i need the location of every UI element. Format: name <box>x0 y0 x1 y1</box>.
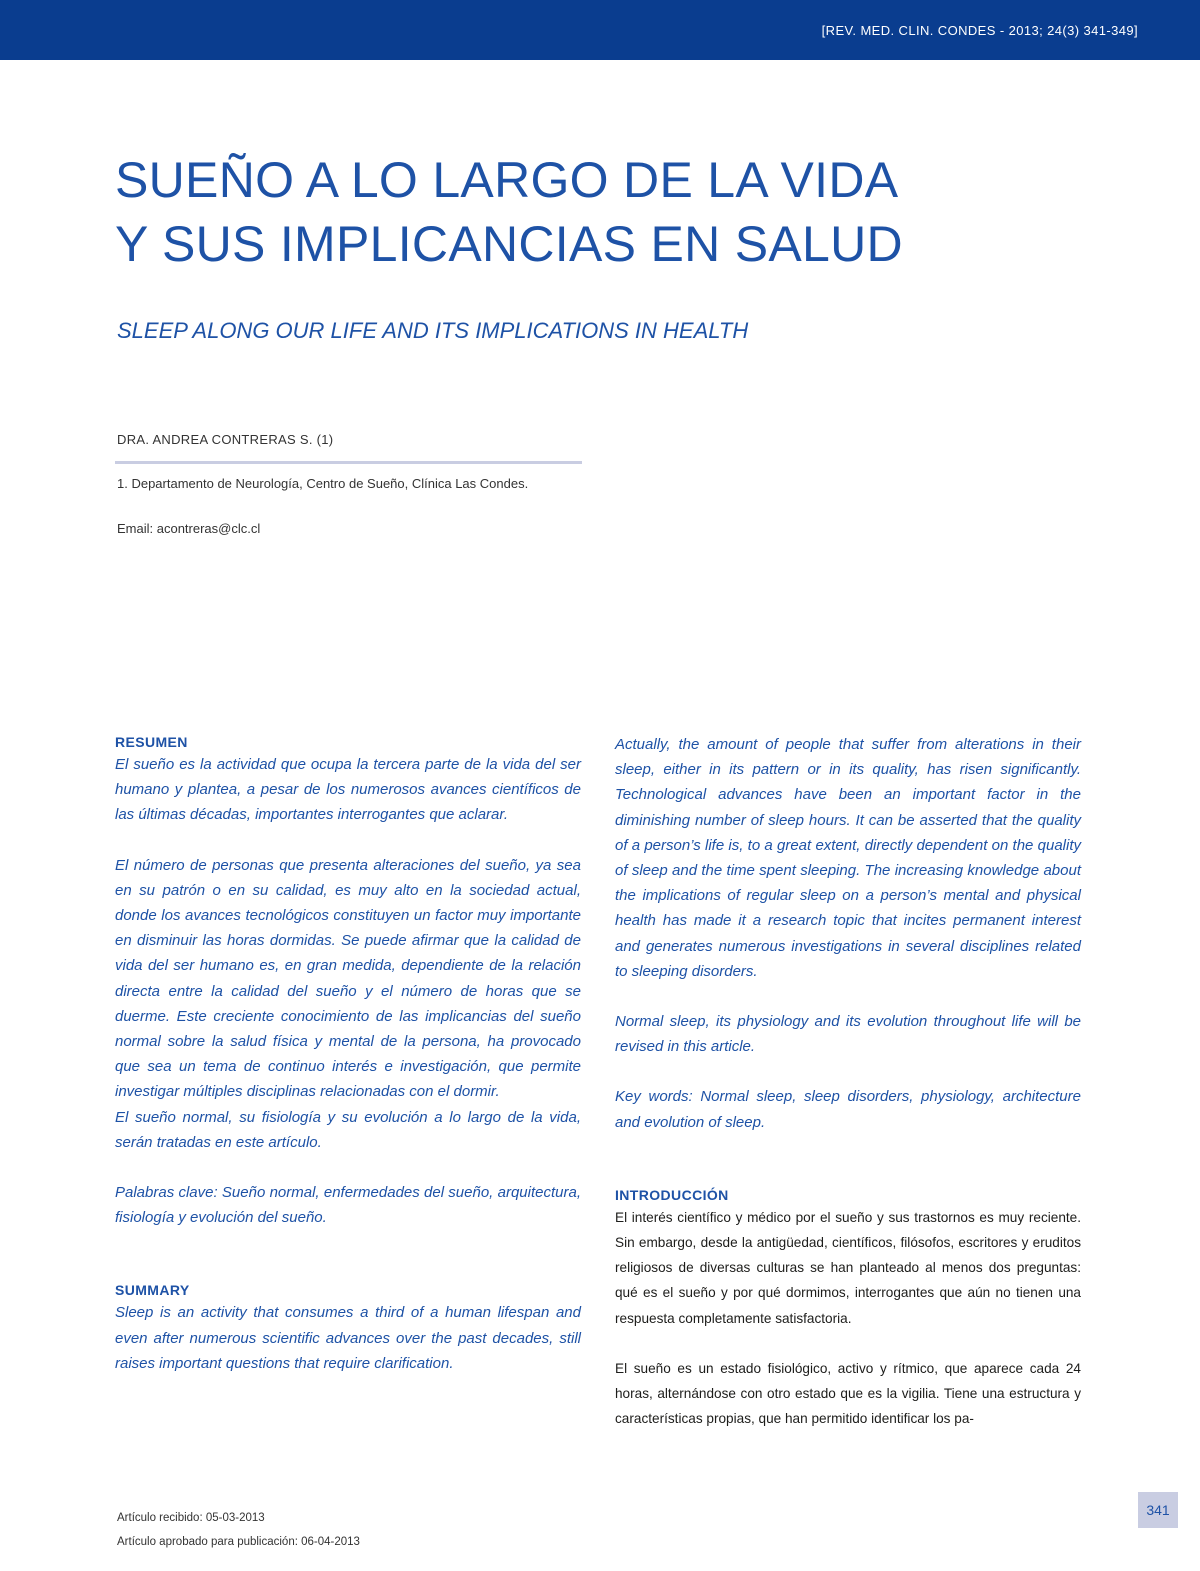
resumen-keywords: Palabras clave: Sueño normal, enfermedades del sueño, arquitectura, fisiología y evolución del sueño. <box>115 1184 581 1227</box>
resumen-paragraph-3: El sueño normal, su fisiología y su evolución a lo largo de la vida, serán tratadas en este artículo. <box>115 1108 581 1151</box>
header-bar <box>0 0 1200 60</box>
left-column <box>115 732 581 1376</box>
title-line-1: SUEÑO A LO LARGO DE LA VIDA <box>115 152 899 208</box>
resumen-heading: RESUMEN <box>115 734 188 750</box>
paragraph-gap <box>615 1331 1081 1356</box>
paragraph-gap <box>615 984 1081 1009</box>
approved-date: Artículo aprobado para publicación: 06-04-2013 <box>117 1536 360 1548</box>
title-line-2: Y SUS IMPLICANCIAS EN SALUD <box>115 216 903 272</box>
summary-paragraph-2: Actually, the amount of people that suffer from alterations in their sleep, either in its pattern or in its quality, has risen significantly. Technological advances have been an important factor in the diminishing number of sleep hours. It can be asserted that the quality of a person’s life is, to a great extent, directly dependent on the quality of sleep and the time spent sleeping. The increasing knowledge about the implications of regular sleep on a person’s mental and physical health has made it a research topic that incites permanent interest and generates numerous investigations in several disciplines related to sleeping disorders. <box>615 736 1081 980</box>
author-affiliation: 1. Departamento de Neurología, Centro de Sueño, Clínica Las Condes. <box>117 476 529 491</box>
right-column <box>615 732 1081 1431</box>
introduccion-paragraph-2: El sueño es un estado fisiológico, activo y rítmico, que aparece cada 24 horas, alternándose con otro estado que es la vigilia. Tiene una estructura y características propias, que han permitido identificar los pa- <box>615 1360 1081 1427</box>
journal-reference: [REV. MED. CLIN. CONDES - 2013; 24(3) 341-349] <box>821 23 1138 38</box>
resumen-paragraph-1: El sueño es la actividad que ocupa la tercera parte de la vida del ser humano y plantea, a pesar de los numerosos avances científicos de las últimas décadas, importantes interrogantes que aclarar. <box>115 756 581 824</box>
article-title <box>115 148 903 276</box>
author-name: DRA. ANDREA CONTRERAS S. (1) <box>117 432 334 447</box>
author-divider <box>115 461 582 464</box>
summary-paragraph-3: Normal sleep, its physiology and its evolution throughout life will be revised in this article. <box>615 1013 1081 1056</box>
summary-paragraph-1: Sleep is an activity that consumes a third of a human lifespan and even after numerous scientific advances over the past decades, still raises important questions that require clarification. <box>115 1304 581 1372</box>
summary-heading: SUMMARY <box>115 1282 190 1299</box>
article-subtitle: SLEEP ALONG OUR LIFE AND ITS IMPLICATIONS IN HEALTH <box>117 318 749 343</box>
paragraph-gap <box>615 1059 1081 1084</box>
introduccion-paragraph-1: El interés científico y médico por el sueño y sus trastornos es muy reciente. Sin embargo, desde la antigüedad, científicos, filósofos, escritores y eruditos religiosos de diversas culturas se han planteado al menos dos preguntas: qué es el sueño y por qué dormimos, interrogantes que aún no tienen una respuesta completamente satisfactoria. <box>615 1209 1081 1326</box>
paragraph-gap <box>115 1155 581 1180</box>
page-number: 341 <box>1138 1492 1178 1528</box>
article-dates <box>117 1506 360 1554</box>
summary-keywords: Key words: Normal sleep, sleep disorders, physiology, architecture and evolution of sleep. <box>615 1088 1081 1131</box>
paragraph-gap <box>115 828 581 853</box>
introduccion-heading: INTRODUCCIÓN <box>615 1186 729 1203</box>
section-gap <box>115 1230 581 1280</box>
section-gap <box>615 1135 1081 1185</box>
author-email: Email: acontreras@clc.cl <box>117 521 261 536</box>
received-date: Artículo recibido: 05-03-2013 <box>117 1512 265 1524</box>
resumen-paragraph-2: El número de personas que presenta alteraciones del sueño, ya sea en su patrón o en su calidad, es muy alto en la sociedad actual, donde los avances tecnológicos constituyen un factor muy importante en disminuir las horas dormidas. Se puede afirmar que la calidad de vida del ser humano es, en gran medida, dependiente de la relación directa entre la calidad del sueño y el número de horas que se duerme. Este creciente conocimiento de las implicancias del sueño normal sobre la salud física y mental de la persona, ha provocado que sea un tema de continuo interés e investigación, que permite investigar múltiples disciplinas relacionadas con el dormir. <box>115 856 581 1101</box>
